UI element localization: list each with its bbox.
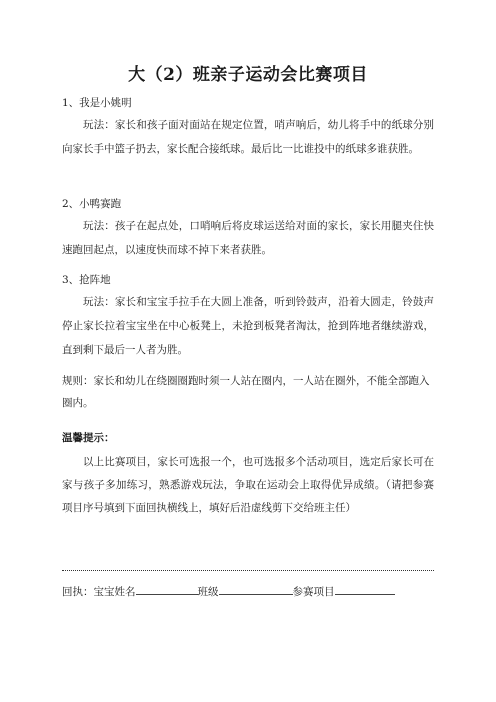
cut-dotted-line <box>62 570 434 571</box>
item-1-body: 玩法：家长和孩子面对面站在规定位置，哨声响后，幼儿将手中的纸球分别向家长手中篮子扔去，家长配合接纸球。最后比一比谁投中的纸球多谁获胜。 <box>62 119 434 155</box>
item-2-heading: 2、小鸭赛跑 <box>62 198 122 210</box>
item-3-body: 玩法：家长和宝宝手拉手在大圆上准备，听到铃鼓声，沿着大圆走，铃鼓声停止家长拉着宝宝坐在中心板凳上，未抢到板凳者淘汰，抢到阵地者继续游戏，直到剩下最后一人者为胜。 <box>62 296 434 356</box>
tips-body: 以上比赛项目，家长可选报一个，也可选报多个活动项目，选定后家长可在家与孩子多加练习，熟悉游戏玩法，争取在运动会上取得优异成绩。（请把参赛项目序号填到下面回执横线上，填好后沿虚线剪下交给班主任） <box>62 456 434 514</box>
tips-heading: 温馨提示： <box>62 432 115 444</box>
class-blank[interactable] <box>219 585 293 595</box>
item-1-heading: 1、我是小姚明 <box>62 97 132 109</box>
receipt-event-label: 参赛项目 <box>292 586 335 598</box>
receipt-name-label: 回执：宝宝姓名 <box>62 586 136 598</box>
receipt-class-label: 班级 <box>197 586 219 598</box>
name-blank[interactable] <box>136 585 198 595</box>
item-3-heading: 3、抢阵地 <box>62 274 111 286</box>
rule-text: 规则：家长和幼儿在绕圈圈跑时须一人站在圈内，一人站在圈外，不能全部跑入圈内。 <box>62 375 430 409</box>
receipt-line <box>62 584 395 599</box>
event-blank[interactable] <box>335 585 395 595</box>
page-title: 大（2）班亲子运动会比赛项目 <box>128 65 368 85</box>
item-2-body: 玩法：孩子在起点处，口哨响后将皮球运送给对面的家长，家长用腿夹住快速跑回起点，以速度快而球不掉下来者获胜。 <box>62 220 434 256</box>
